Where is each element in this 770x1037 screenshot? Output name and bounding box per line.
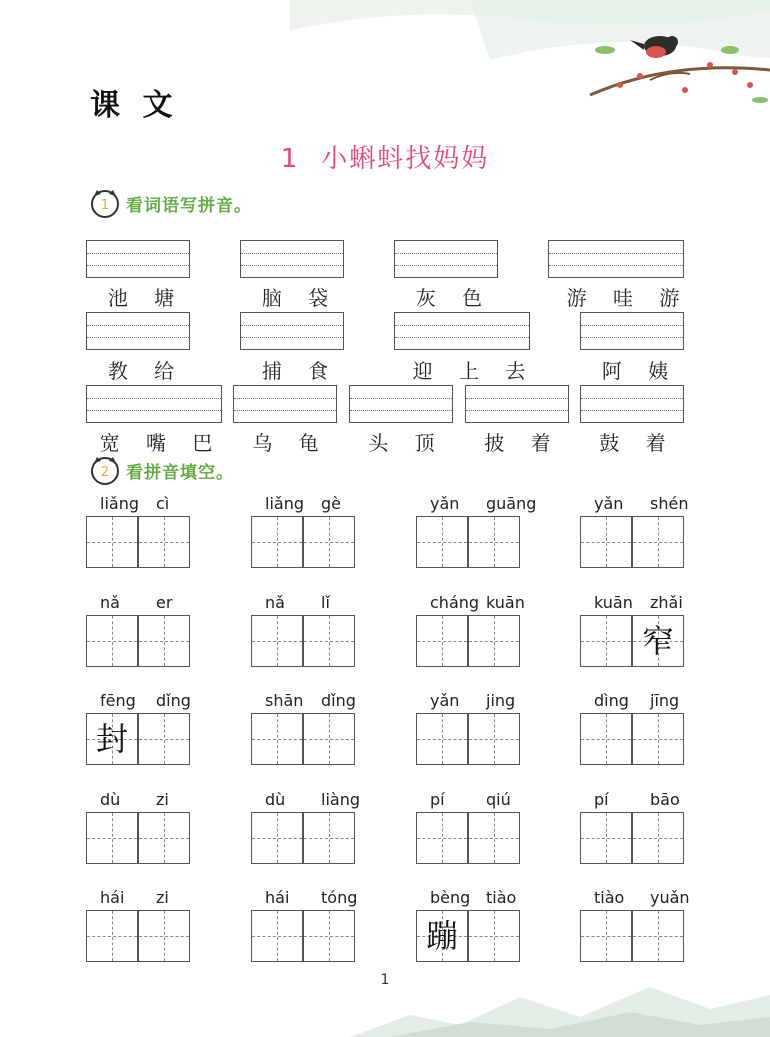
tianzige-cell[interactable] bbox=[468, 713, 520, 765]
filled-character bbox=[304, 813, 354, 863]
vocab-word: 游 哇 游 bbox=[566, 286, 690, 310]
tianzige-cell[interactable] bbox=[251, 615, 303, 667]
pinyin-label: guāng bbox=[486, 494, 537, 513]
filled-character bbox=[581, 517, 631, 567]
tianzige-cell[interactable] bbox=[468, 615, 520, 667]
pinyin-label: dìng bbox=[594, 691, 629, 710]
tianzige-cell[interactable] bbox=[138, 812, 190, 864]
pinyin-word-item bbox=[86, 593, 190, 667]
pinyin-answer-box[interactable] bbox=[580, 312, 684, 350]
section-1-number: 1 bbox=[100, 198, 110, 213]
pinyin-label: dù bbox=[265, 790, 286, 809]
pinyin-label: gè bbox=[321, 494, 341, 513]
pinyin-answer-box[interactable] bbox=[86, 240, 190, 278]
tianzige-cell[interactable] bbox=[580, 713, 632, 765]
tianzige-cell[interactable] bbox=[138, 615, 190, 667]
tianzige-cell[interactable] bbox=[416, 910, 468, 962]
pinyin-answer-box[interactable] bbox=[548, 240, 684, 278]
filled-character bbox=[304, 517, 354, 567]
filled-character: 窄 bbox=[641, 622, 674, 660]
pinyin-word-item bbox=[580, 888, 690, 962]
filled-character bbox=[304, 714, 354, 764]
pinyin-label: zi bbox=[156, 888, 169, 907]
pinyin-label: shān bbox=[265, 691, 304, 710]
pinyin-word-item bbox=[580, 494, 689, 568]
pinyin-label: bāo bbox=[650, 790, 680, 809]
pinyin-word-item bbox=[580, 790, 684, 864]
filled-character bbox=[417, 616, 467, 666]
pinyin-label: hái bbox=[265, 888, 290, 907]
pinyin-label: yǎn bbox=[430, 691, 460, 710]
pinyin-word-item bbox=[86, 888, 190, 962]
pinyin-label: hái bbox=[100, 888, 125, 907]
pinyin-label: qiú bbox=[486, 790, 511, 809]
section-1-instruction: 看词语写拼音。 bbox=[126, 195, 252, 216]
pinyin-label: kuān bbox=[486, 593, 525, 612]
pinyin-label: dǐng bbox=[156, 691, 191, 710]
filled-character bbox=[581, 714, 631, 764]
pinyin-word-item bbox=[86, 494, 190, 568]
pinyin-label: pí bbox=[594, 790, 609, 809]
tianzige-cell[interactable] bbox=[416, 516, 468, 568]
tianzige-cell[interactable] bbox=[468, 516, 520, 568]
pinyin-answer-box[interactable] bbox=[240, 312, 344, 350]
vocab-word: 鼓 着 bbox=[599, 431, 676, 455]
filled-character bbox=[469, 517, 519, 567]
pinyin-label: nǎ bbox=[100, 593, 120, 612]
lesson-title bbox=[0, 138, 770, 175]
pinyin-word-item bbox=[416, 494, 537, 568]
tianzige-cell[interactable] bbox=[580, 910, 632, 962]
vocab-word: 披 着 bbox=[484, 431, 561, 455]
tianzige-cell[interactable] bbox=[632, 615, 684, 667]
filled-character bbox=[581, 911, 631, 961]
cat-badge-icon bbox=[88, 188, 122, 218]
tianzige-cell[interactable] bbox=[303, 713, 355, 765]
pinyin-word-item bbox=[251, 790, 360, 864]
tianzige-cell[interactable] bbox=[86, 516, 138, 568]
pinyin-word-item bbox=[416, 691, 520, 765]
pinyin-word-item bbox=[416, 593, 525, 667]
pinyin-answer-box[interactable] bbox=[86, 385, 222, 423]
filled-character bbox=[87, 911, 137, 961]
filled-character bbox=[252, 616, 302, 666]
tianzige-cell[interactable] bbox=[468, 910, 520, 962]
tianzige-cell[interactable] bbox=[416, 713, 468, 765]
filled-character bbox=[469, 714, 519, 764]
filled-character bbox=[87, 616, 137, 666]
tianzige-cell[interactable] bbox=[303, 516, 355, 568]
pinyin-answer-box[interactable] bbox=[465, 385, 569, 423]
filled-character bbox=[139, 616, 189, 666]
filled-character bbox=[252, 911, 302, 961]
pinyin-word-item bbox=[416, 790, 520, 864]
tianzige-cell[interactable] bbox=[251, 812, 303, 864]
pinyin-answer-box[interactable] bbox=[233, 385, 337, 423]
pinyin-label: tiào bbox=[594, 888, 625, 907]
section-2-instruction: 看拼音填空。 bbox=[126, 462, 234, 483]
filled-character bbox=[633, 714, 683, 764]
pinyin-label: liàng bbox=[321, 790, 360, 809]
vocab-word: 宽 嘴 巴 bbox=[99, 431, 223, 455]
pinyin-label: nǎ bbox=[265, 593, 285, 612]
pinyin-label: jing bbox=[486, 691, 516, 710]
tianzige-cell[interactable] bbox=[303, 910, 355, 962]
pinyin-label: cháng bbox=[430, 593, 480, 612]
tianzige-cell[interactable] bbox=[86, 615, 138, 667]
pinyin-label: lǐ bbox=[321, 593, 330, 612]
filled-character bbox=[469, 911, 519, 961]
pinyin-label: er bbox=[156, 593, 173, 612]
tianzige-cell[interactable] bbox=[86, 812, 138, 864]
pinyin-label: cì bbox=[156, 494, 170, 513]
pinyin-word-item bbox=[416, 888, 520, 962]
tianzige-cell[interactable] bbox=[468, 812, 520, 864]
vocab-word: 教 给 bbox=[107, 359, 185, 383]
tianzige-cell[interactable] bbox=[303, 615, 355, 667]
pinyin-answer-box[interactable] bbox=[394, 240, 498, 278]
pinyin-answer-box[interactable] bbox=[580, 385, 684, 423]
lesson-title-text: 小蝌蚪找妈妈 bbox=[321, 144, 490, 174]
pinyin-label: liǎng bbox=[265, 494, 304, 513]
tianzige-cell[interactable] bbox=[251, 516, 303, 568]
vocab-word: 阿 姨 bbox=[601, 359, 679, 383]
filled-character bbox=[417, 714, 467, 764]
tianzige-cell[interactable] bbox=[251, 713, 303, 765]
filled-character bbox=[581, 616, 631, 666]
page-number: 1 bbox=[380, 972, 390, 988]
vocab-word: 池 塘 bbox=[107, 286, 185, 310]
filled-character bbox=[87, 517, 137, 567]
mountain-landscape-icon bbox=[350, 967, 770, 1037]
tianzige-cell[interactable] bbox=[632, 812, 684, 864]
pinyin-label: tiào bbox=[486, 888, 517, 907]
lesson-number: 1 bbox=[280, 144, 300, 174]
tianzige-cell[interactable] bbox=[580, 516, 632, 568]
pinyin-label: shén bbox=[650, 494, 689, 513]
vocab-word: 灰 色 bbox=[415, 286, 493, 310]
section-2-header bbox=[88, 455, 234, 485]
pinyin-label: tóng bbox=[321, 888, 358, 907]
filled-character bbox=[633, 517, 683, 567]
pinyin-word-item bbox=[251, 888, 358, 962]
pinyin-label: jīng bbox=[650, 691, 680, 710]
pinyin-label: dù bbox=[100, 790, 121, 809]
pinyin-answer-box[interactable] bbox=[86, 312, 190, 350]
filled-character bbox=[139, 517, 189, 567]
filled-character bbox=[304, 616, 354, 666]
filled-character bbox=[633, 911, 683, 961]
pinyin-answer-box[interactable] bbox=[240, 240, 344, 278]
filled-character bbox=[633, 813, 683, 863]
tianzige-cell[interactable] bbox=[86, 713, 138, 765]
pinyin-label: yǎn bbox=[594, 494, 624, 513]
filled-character bbox=[581, 813, 631, 863]
pinyin-word-item bbox=[86, 691, 191, 765]
tianzige-cell[interactable] bbox=[580, 812, 632, 864]
cat-badge-icon bbox=[88, 455, 122, 485]
pinyin-label: dǐng bbox=[321, 691, 356, 710]
filled-character bbox=[417, 517, 467, 567]
tianzige-cell[interactable] bbox=[580, 615, 632, 667]
pinyin-word-item bbox=[251, 593, 355, 667]
pinyin-word-item bbox=[251, 494, 355, 568]
pinyin-word-item bbox=[86, 790, 190, 864]
section-1-header bbox=[88, 188, 252, 218]
tianzige-cell[interactable] bbox=[632, 713, 684, 765]
tianzige-cell[interactable] bbox=[632, 516, 684, 568]
pinyin-word-item bbox=[580, 593, 684, 667]
filled-character bbox=[417, 813, 467, 863]
filled-character: 蹦 bbox=[425, 917, 458, 955]
vocab-word: 捕 食 bbox=[261, 359, 339, 383]
tianzige-cell[interactable] bbox=[416, 812, 468, 864]
filled-character bbox=[469, 813, 519, 863]
pinyin-answer-box[interactable] bbox=[349, 385, 453, 423]
pinyin-word-item bbox=[251, 691, 356, 765]
page-heading: 课 文 bbox=[90, 88, 179, 123]
tianzige-cell[interactable] bbox=[632, 910, 684, 962]
filled-character bbox=[139, 813, 189, 863]
vocab-word: 迎 上 去 bbox=[412, 359, 536, 383]
pinyin-label: yuǎn bbox=[650, 888, 690, 907]
tianzige-cell[interactable] bbox=[416, 615, 468, 667]
bird-on-branch-icon bbox=[290, 0, 770, 120]
pinyin-label: yǎn bbox=[430, 494, 460, 513]
tianzige-cell[interactable] bbox=[303, 812, 355, 864]
filled-character bbox=[139, 714, 189, 764]
vocab-word: 头 顶 bbox=[368, 431, 445, 455]
pinyin-label: kuān bbox=[594, 593, 633, 612]
filled-character bbox=[252, 517, 302, 567]
pinyin-label: zi bbox=[156, 790, 169, 809]
pinyin-label: fēng bbox=[100, 691, 136, 710]
vocab-word: 乌 龟 bbox=[252, 431, 329, 455]
pinyin-answer-box[interactable] bbox=[394, 312, 530, 350]
filled-character: 封 bbox=[95, 720, 128, 758]
filled-character bbox=[469, 616, 519, 666]
section-2-number: 2 bbox=[100, 465, 110, 480]
filled-character bbox=[87, 813, 137, 863]
pinyin-label: zhǎi bbox=[650, 593, 683, 612]
pinyin-label: liǎng bbox=[100, 494, 139, 513]
pinyin-label: bèng bbox=[430, 888, 471, 907]
pinyin-word-item bbox=[580, 691, 684, 765]
filled-character bbox=[252, 714, 302, 764]
filled-character bbox=[304, 911, 354, 961]
tianzige-cell[interactable] bbox=[138, 713, 190, 765]
filled-character bbox=[252, 813, 302, 863]
tianzige-cell[interactable] bbox=[86, 910, 138, 962]
pinyin-label: pí bbox=[430, 790, 445, 809]
tianzige-cell[interactable] bbox=[138, 516, 190, 568]
vocab-word: 脑 袋 bbox=[261, 286, 339, 310]
filled-character bbox=[139, 911, 189, 961]
tianzige-cell[interactable] bbox=[251, 910, 303, 962]
tianzige-cell[interactable] bbox=[138, 910, 190, 962]
